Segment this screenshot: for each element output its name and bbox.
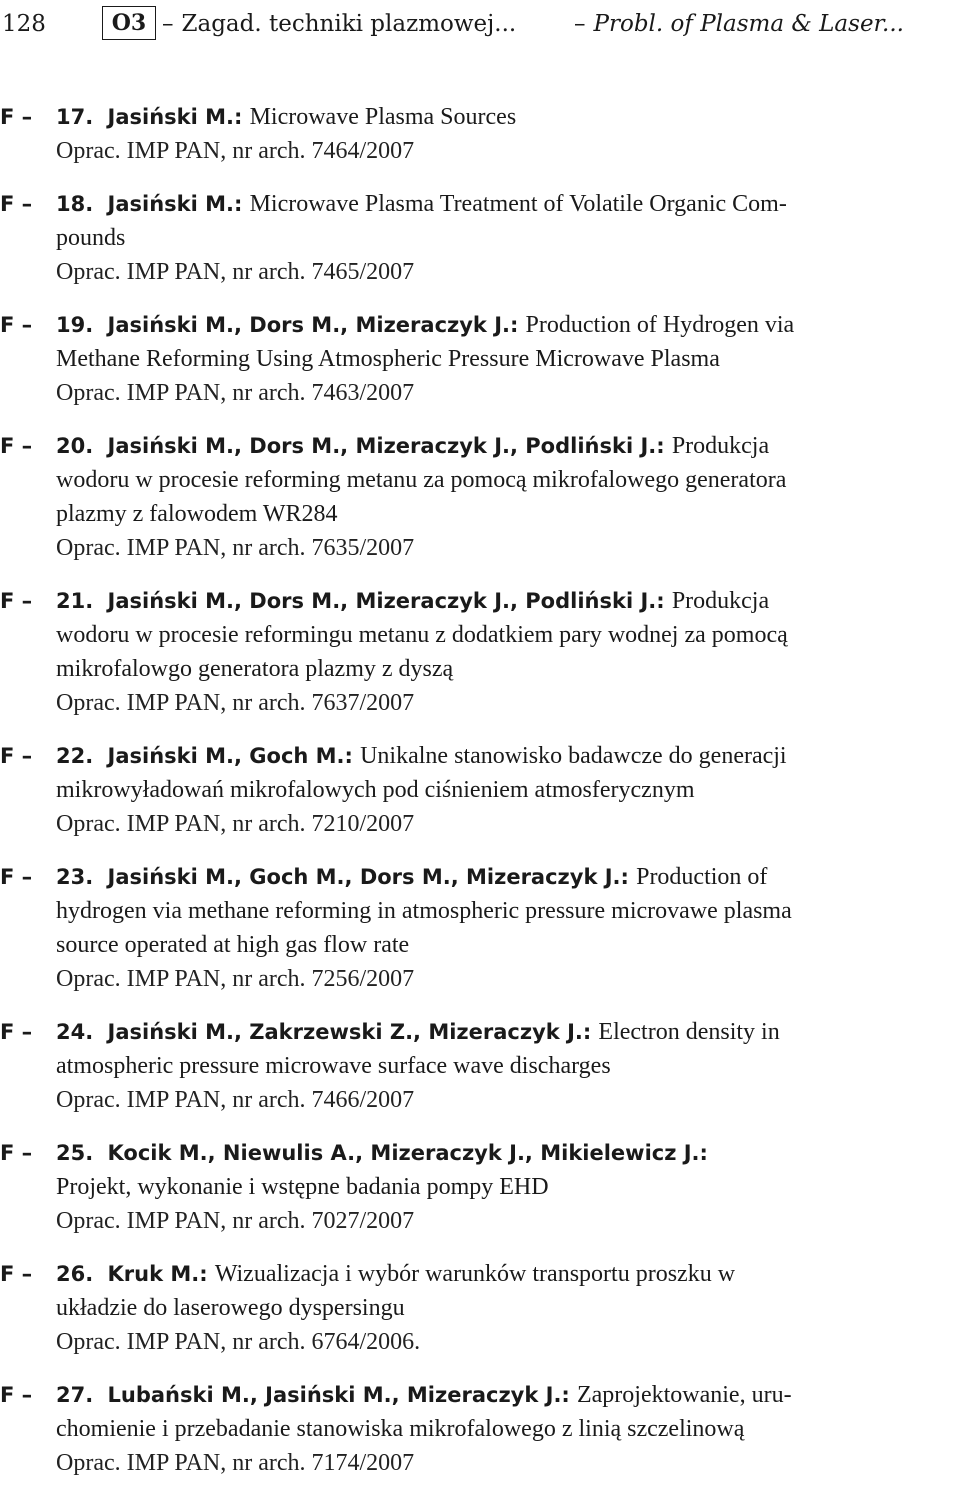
entry-category-prefix: F – <box>0 434 33 458</box>
entry-title: Electron density in <box>598 1019 780 1045</box>
entry-title-continuation: mikrofalowgo generatora plazmy z dyszą <box>56 656 454 682</box>
entry-archive-reference: Oprac. IMP PAN, nr arch. 7637/2007 <box>56 690 415 716</box>
entry-title-continuation: plazmy z falowodem WR284 <box>56 501 338 527</box>
entry-title: Wizualizacja i wybór warunków transportu proszku w <box>214 1261 736 1287</box>
entry-category-prefix: F – <box>0 1262 33 1286</box>
running-header <box>2 4 958 44</box>
entry-archive-reference: Oprac. IMP PAN, nr arch. 6764/2006. <box>56 1329 421 1355</box>
report-entry <box>0 308 960 410</box>
report-entry <box>0 187 960 289</box>
entry-title-continuation: chomienie i przebadanie stanowiska mikrofalowego z linią szczelinową <box>56 1416 745 1442</box>
report-entry <box>0 860 960 996</box>
entry-authors: Jasiński M., Goch M.: <box>107 744 353 768</box>
header-title-english <box>574 4 904 44</box>
entry-authors: Jasiński M., Goch M., Dors M., Mizeraczyk J.: <box>107 865 629 889</box>
entry-archive-reference: Oprac. IMP PAN, nr arch. 7466/2007 <box>56 1087 415 1113</box>
entry-category-prefix: F – <box>0 105 33 129</box>
entry-title-continuation: wodoru w procesie reforming metanu za pomocą mikrofalowego generatora <box>56 467 787 493</box>
entry-archive-reference: Oprac. IMP PAN, nr arch. 7464/2007 <box>56 138 415 164</box>
entry-title-continuation: Projekt, wykonanie i wstępne badania pompy EHD <box>56 1174 549 1200</box>
entry-title: Production of Hydrogen via <box>525 312 795 338</box>
entry-number: 19. <box>56 313 94 337</box>
entry-heading-line <box>0 187 960 221</box>
entry-category-prefix: F – <box>0 313 33 337</box>
report-entry <box>0 429 960 565</box>
entry-number: 23. <box>56 865 94 889</box>
entry-category-prefix: F – <box>0 589 33 613</box>
entry-title: Production of <box>636 864 768 890</box>
entry-archive-reference: Oprac. IMP PAN, nr arch. 7174/2007 <box>56 1450 415 1476</box>
entry-title-continuation: mikrowyładowań mikrofalowych pod ciśnieniem atmosferycznym <box>56 777 695 803</box>
entry-heading-line <box>0 308 960 342</box>
entry-title-continuation: atmospheric pressure microwave surface wave discharges <box>56 1053 611 1079</box>
entry-category-prefix: F – <box>0 865 33 889</box>
entry-heading-line <box>0 1136 960 1170</box>
entry-heading-line <box>0 739 960 773</box>
entry-title-continuation: wodoru w procesie reformingu metanu z dodatkiem pary wodnej za pomocą <box>56 622 788 648</box>
section-label: O3 <box>102 6 156 40</box>
entry-authors: Jasiński M., Zakrzewski Z., Mizeraczyk J.: <box>107 1020 592 1044</box>
report-entry <box>0 100 960 168</box>
header-title-en-text: Probl. of Plasma & Laser... <box>593 11 904 37</box>
report-entry <box>0 584 960 720</box>
entry-title-continuation: Methane Reforming Using Atmospheric Pressure Microwave Plasma <box>56 346 720 372</box>
entry-archive-reference: Oprac. IMP PAN, nr arch. 7635/2007 <box>56 535 415 561</box>
entry-heading-line <box>0 1378 960 1412</box>
entry-title-continuation: hydrogen via methane reforming in atmospheric pressure microvawe plasma <box>56 898 792 924</box>
header-title-pl-text: Zagad. techniki plazmowej... <box>181 11 517 37</box>
header-title-polish <box>162 4 516 44</box>
entry-number: 17. <box>56 105 94 129</box>
entry-authors: Jasiński M., Dors M., Mizeraczyk J.: <box>107 313 519 337</box>
entry-authors: Jasiński M., Dors M., Mizeraczyk J., Podliński J.: <box>107 434 665 458</box>
report-entry <box>0 739 960 841</box>
entry-authors: Jasiński M., Dors M., Mizeraczyk J., Podliński J.: <box>107 589 665 613</box>
entry-number: 26. <box>56 1262 94 1286</box>
report-entry <box>0 1015 960 1117</box>
entry-authors: Kocik M., Niewulis A., Mizeraczyk J., Mikielewicz J.: <box>107 1141 708 1165</box>
entry-number: 24. <box>56 1020 94 1044</box>
entry-number: 27. <box>56 1383 94 1407</box>
entry-category-prefix: F – <box>0 1383 33 1407</box>
entry-title: Produkcja <box>671 588 770 614</box>
entry-category-prefix: F – <box>0 1020 33 1044</box>
entry-title-continuation: układzie do laserowego dyspersingu <box>56 1295 405 1321</box>
entry-archive-reference: Oprac. IMP PAN, nr arch. 7465/2007 <box>56 259 415 285</box>
header-dash: – <box>574 11 586 37</box>
entry-title-continuation: source operated at high gas flow rate <box>56 932 410 958</box>
report-entry <box>0 1378 960 1480</box>
report-entry <box>0 1257 960 1359</box>
entry-number: 22. <box>56 744 94 768</box>
entry-category-prefix: F – <box>0 744 33 768</box>
entry-number: 18. <box>56 192 94 216</box>
report-list <box>0 100 960 1499</box>
entry-title: Produkcja <box>671 433 770 459</box>
entry-number: 25. <box>56 1141 94 1165</box>
entry-category-prefix: F – <box>0 192 33 216</box>
entry-category-prefix: F – <box>0 1141 33 1165</box>
entry-authors: Kruk M.: <box>107 1262 208 1286</box>
entry-archive-reference: Oprac. IMP PAN, nr arch. 7256/2007 <box>56 966 415 992</box>
header-dash: – <box>162 11 174 37</box>
entry-heading-line <box>0 1257 960 1291</box>
entry-heading-line <box>0 584 960 618</box>
report-entry <box>0 1136 960 1238</box>
entry-authors: Lubański M., Jasiński M., Mizeraczyk J.: <box>107 1383 570 1407</box>
entry-title: Microwave Plasma Sources <box>249 104 517 130</box>
entry-archive-reference: Oprac. IMP PAN, nr arch. 7027/2007 <box>56 1208 415 1234</box>
page-number: 128 <box>2 11 46 37</box>
entry-authors: Jasiński M.: <box>107 105 243 129</box>
entry-heading-line <box>0 860 960 894</box>
entry-archive-reference: Oprac. IMP PAN, nr arch. 7463/2007 <box>56 380 415 406</box>
entry-heading-line <box>0 100 960 134</box>
entry-number: 20. <box>56 434 94 458</box>
entry-title: Zaprojektowanie, uru- <box>576 1382 792 1408</box>
entry-authors: Jasiński M.: <box>107 192 243 216</box>
entry-heading-line <box>0 429 960 463</box>
entry-number: 21. <box>56 589 94 613</box>
entry-title: Microwave Plasma Treatment of Volatile Organic Com- <box>249 191 787 217</box>
entry-title: Unikalne stanowisko badawcze do generacji <box>360 743 787 769</box>
entry-title-continuation: pounds <box>56 225 126 251</box>
entry-archive-reference: Oprac. IMP PAN, nr arch. 7210/2007 <box>56 811 415 837</box>
entry-heading-line <box>0 1015 960 1049</box>
